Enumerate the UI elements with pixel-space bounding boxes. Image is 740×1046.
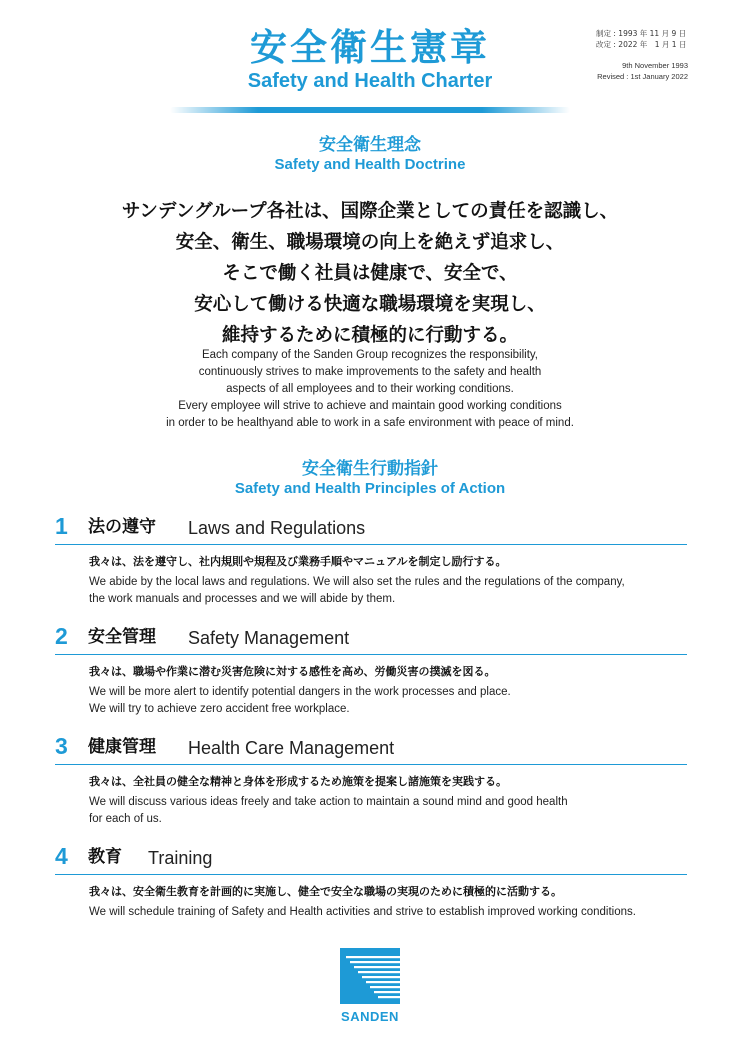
page-title: 安全衛生憲章 xyxy=(250,26,490,69)
principle-header xyxy=(55,512,687,545)
established-date-en: 9th November 1993 xyxy=(622,61,688,70)
revised-date-en: Revised : 1st January 2022 xyxy=(597,72,688,81)
doctrine-line-en: aspects of all employees and to their working conditions. xyxy=(226,383,514,395)
principle-desc-en xyxy=(89,794,689,828)
principle-header xyxy=(55,732,687,765)
principle-desc-jp: 我々は、安全衛生教育を計画的に実施し、健全で安全な職場の実現のために積極的に活動する。 xyxy=(89,885,562,898)
principle-title-en: Laws and Regulations xyxy=(188,518,366,538)
principle-header xyxy=(55,622,687,655)
principle-title-jp: 教育 xyxy=(88,847,122,867)
logo-text: SANDEN xyxy=(341,1009,399,1024)
principles-heading-en: Safety and Health Principles of Action xyxy=(234,480,506,497)
principle-title-en: Training xyxy=(148,848,213,868)
principle-desc-en xyxy=(89,574,689,608)
principle-item-2 xyxy=(55,622,687,715)
principle-desc-line: We will schedule training of Safety and Health activities and strive to establish improved working conditions. xyxy=(89,906,636,918)
principle-desc-line: for each of us. xyxy=(89,813,162,825)
doctrine-line-en: Every employee will strive to achieve and maintain good working conditions xyxy=(178,400,562,412)
principle-item-3 xyxy=(55,732,687,825)
revision-dates xyxy=(596,28,736,82)
principle-title-en: Health Care Management xyxy=(188,738,395,758)
principle-desc-line: the work manuals and processes and we will abide by them. xyxy=(89,593,396,605)
principle-title-jp: 法の遵守 xyxy=(88,517,156,537)
doctrine-text-jp xyxy=(0,196,740,351)
revised-date-jp: 改定 : 2022 年 1 月 1 日 xyxy=(596,40,687,49)
doctrine-line-en: continuously strives to make improvements to the safety and health xyxy=(198,366,542,378)
doctrine-line-en: Each company of the Sanden Group recognizes the responsibility, xyxy=(201,349,539,361)
principles-heading-jp: 安全衛生行動指針 xyxy=(302,459,438,479)
doctrine-line: サンデングループ各社は、国際企業としての責任を認識し、 xyxy=(121,201,619,222)
principle-title-jp: 安全管理 xyxy=(88,627,156,647)
principle-desc-line: We will discuss various ideas freely and take action to maintain a sound mind and good health xyxy=(89,796,568,808)
principle-number: 4 xyxy=(55,843,68,869)
page-subtitle: Safety and Health Charter xyxy=(247,70,493,92)
doctrine-text-en xyxy=(0,347,740,432)
principle-desc-jp: 我々は、法を遵守し、社内規則や規程及び業務手順やマニュアルを制定し励行する。 xyxy=(89,555,507,568)
doctrine-heading-en: Safety and Health Doctrine xyxy=(274,156,466,173)
principle-desc-line: We will be more alert to identify potential dangers in the work processes and place. xyxy=(89,686,511,698)
principle-desc-jp: 我々は、全社員の健全な精神と身体を形成するため施策を提案し諸施策を実践する。 xyxy=(89,775,507,788)
principle-number: 1 xyxy=(55,513,68,539)
doctrine-line: そこで働く社員は健康で、安全で、 xyxy=(222,263,518,284)
doctrine-line: 安心して働ける快適な職場環境を実現し、 xyxy=(194,294,546,315)
principle-header xyxy=(55,842,687,875)
principle-title-jp: 健康管理 xyxy=(88,737,156,757)
sanden-logo xyxy=(336,948,404,1024)
principle-number: 2 xyxy=(55,623,68,649)
principle-desc-en xyxy=(89,904,689,921)
doctrine-line-en: in order to be healthyand able to work in a safe environment with peace of mind. xyxy=(166,417,574,429)
doctrine-line: 維持するために積極的に行動する。 xyxy=(221,325,518,346)
title-underline xyxy=(170,107,570,113)
principle-desc-jp: 我々は、職場や作業に潜む災害危険に対する感性を高め、労働災害の撲滅を図る。 xyxy=(89,665,496,678)
principle-desc-line: We abide by the local laws and regulations. We will also set the rules and the regulations of the company, xyxy=(89,576,625,588)
principle-item-4 xyxy=(55,842,687,918)
principle-item-1 xyxy=(55,512,687,605)
principle-number: 3 xyxy=(55,733,68,759)
doctrine-line: 安全、衛生、職場環境の向上を絶えず追求し、 xyxy=(175,232,565,253)
principle-title-en: Safety Management xyxy=(188,628,350,648)
sanden-logo-icon xyxy=(340,948,400,1004)
principle-desc-en xyxy=(89,684,689,718)
established-date-jp: 制定 : 1993 年 11 月 9 日 xyxy=(596,29,687,38)
doctrine-heading-jp: 安全衛生理念 xyxy=(319,135,421,155)
principle-desc-line: We will try to achieve zero accident free workplace. xyxy=(89,703,350,715)
